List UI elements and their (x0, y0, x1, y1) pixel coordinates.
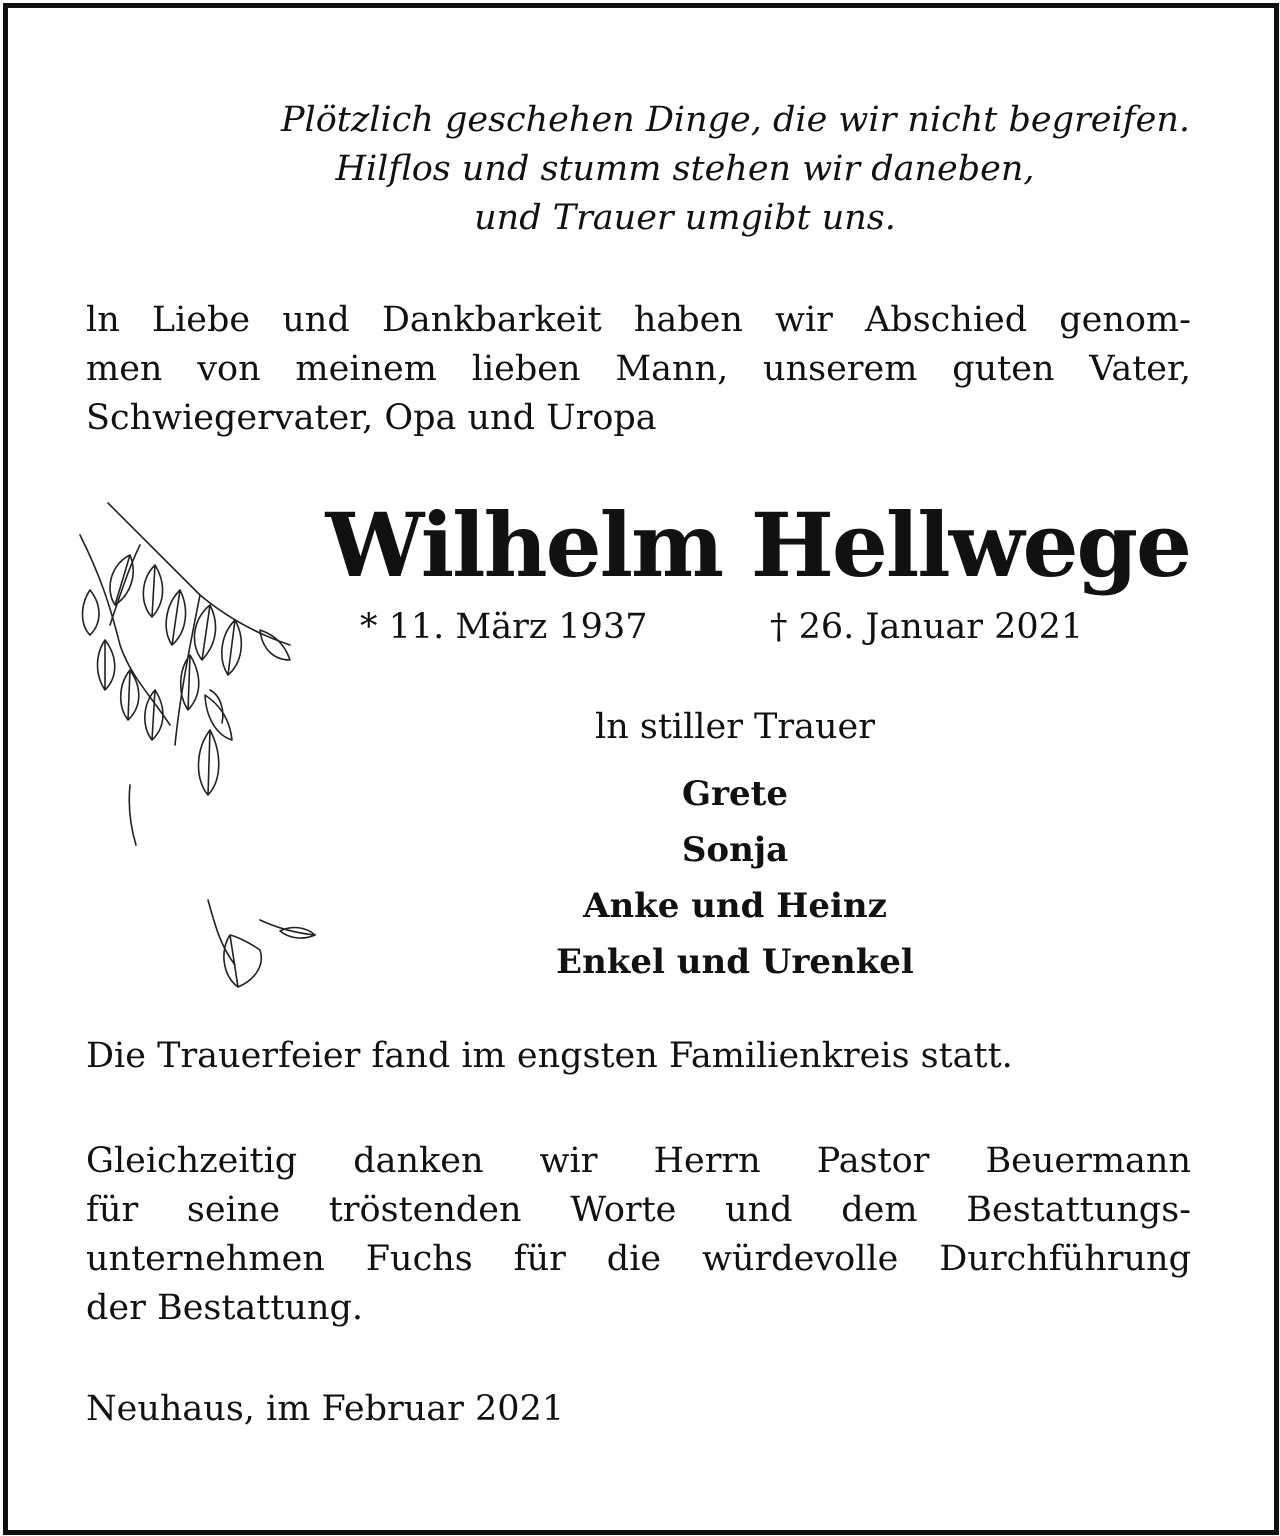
deceased-name: Wilhelm Hellwege (325, 493, 1190, 597)
place-date-text: Neuhaus, im Februar 2021 (86, 1389, 565, 1429)
funeral-note (86, 1032, 1191, 1081)
intro-line: Schwiegervater, Opa und Uropa (86, 398, 657, 438)
birth-date: * 11. März 1937 (360, 607, 648, 647)
motto-line: Hilflos und stumm stehen wir daneben, (335, 149, 1035, 189)
thanks-line: unternehmen Fuchs für die würdevolle Durchführung (86, 1239, 1191, 1279)
mourners-list (440, 766, 1030, 990)
motto-line: und Trauer umgibt uns. (474, 198, 896, 238)
thanks-line: für seine tröstenden Worte und dem Bestattungs- (86, 1190, 1191, 1230)
mourner-name: Sonja (681, 830, 789, 870)
motto (80, 96, 1190, 243)
mourning-intro: ln stiller Trauer (595, 707, 875, 747)
funeral-note-text: Die Trauerfeier fand im engsten Familienkreis statt. (86, 1036, 1013, 1076)
intro-line: ln Liebe und Dankbarkeit haben wir Abschied genom- (86, 300, 1191, 340)
thanks-line: der Bestattung. (86, 1288, 364, 1328)
mourner-name: Enkel und Urenkel (556, 942, 914, 982)
motto-line: Plötzlich geschehen Dinge, die wir nicht begreifen. (280, 100, 1190, 140)
place-date (86, 1385, 1191, 1434)
mourner-name: Grete (682, 774, 788, 814)
thanks-paragraph (86, 1137, 1191, 1333)
intro-paragraph (86, 296, 1191, 443)
intro-line: men von meinem lieben Mann, unserem guten Vater, (86, 349, 1191, 389)
death-date: † 26. Januar 2021 (770, 607, 1084, 647)
mourner-name: Anke und Heinz (583, 886, 887, 926)
thanks-line: Gleichzeitig danken wir Herrn Pastor Beuermann (86, 1141, 1191, 1181)
